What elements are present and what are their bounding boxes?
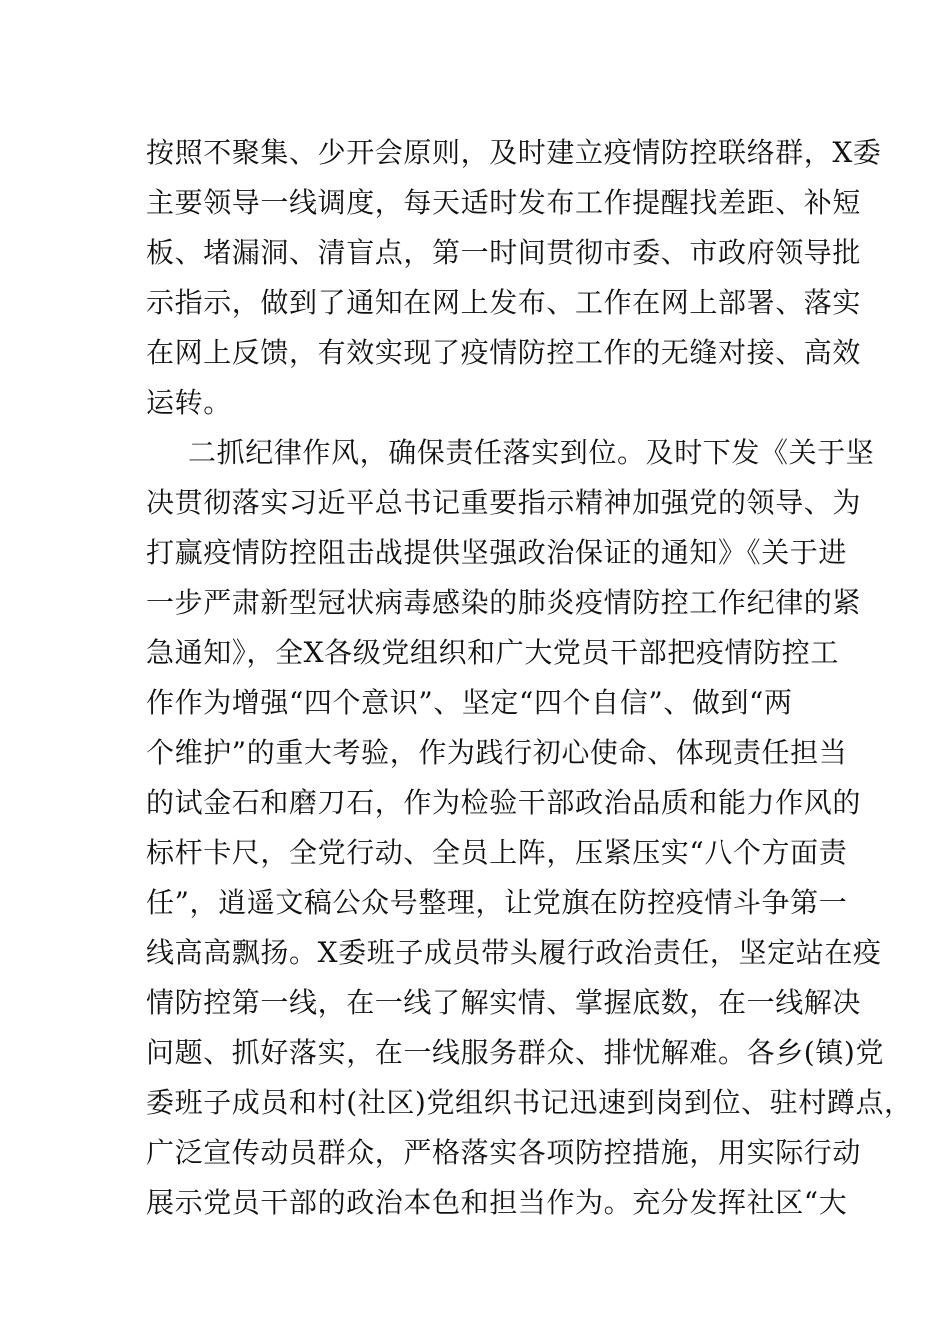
text-line: 决贯彻落实习近平总书记重要指示精神加强党的领导、为 (146, 486, 862, 519)
text-line: 标杆卡尺，全党行动、全员上阵，压紧压实“八个方面责 (146, 836, 848, 869)
text-line: 作作为增强“四个意识”、坚定“四个自信”、做到“两 (146, 686, 793, 719)
text-line: 主要领导一线调度，每天适时发布工作提醒找差距、补短 (146, 186, 862, 219)
text-line: 展示党员干部的政治本色和担当作为。充分发挥社区“大 (146, 1186, 848, 1219)
text-line: 在网上反馈，有效实现了疫情防控工作的无缝对接、高效 (146, 336, 862, 369)
text-line: 线高高飘扬。X委班子成员带头履行政治责任，坚定站在疫 (146, 936, 882, 969)
text-line: 委班子成员和村(社区)党组织书记迅速到岗到位、驻村蹲点， (146, 1086, 913, 1119)
text-line: 打赢疫情防控阻击战提供坚强政治保证的通知》《关于进 (146, 536, 848, 569)
text-line: 急通知》，全X各级党组织和广大党员干部把疫情防控工 (146, 636, 839, 669)
text-line: 任”，逍遥文稿公众号整理，让党旗在防控疫情斗争第一 (146, 886, 848, 919)
text-line: 情防控第一线，在一线了解实情、掌握底数，在一线解决 (146, 986, 862, 1019)
text-line: 板、堵漏洞、清盲点，第一时间贯彻市委、市政府领导批 (146, 236, 862, 269)
text-line: 广泛宣传动员群众，严格落实各项防控措施，用实际行动 (146, 1136, 862, 1169)
text-line: 示指示，做到了通知在网上发布、工作在网上部署、落实 (146, 286, 862, 319)
text-line: 问题、抓好落实，在一线服务群众、排忧解难。各乡(镇)党 (146, 1036, 885, 1069)
text-line: 运转。 (146, 386, 232, 419)
text-line: 按照不聚集、少开会原则，及时建立疫情防控联络群，X委 (146, 136, 882, 169)
text-line: 二抓纪律作风，确保责任落实到位。及时下发《关于坚 (188, 436, 875, 469)
text-line: 一步严肃新型冠状病毒感染的肺炎疫情防控工作纪律的紧 (146, 586, 862, 619)
text-line: 个维护”的重大考验，作为践行初心使命、体现责任担当 (146, 736, 848, 769)
text-line: 的试金石和磨刀石，作为检验干部政治品质和能力作风的 (146, 786, 862, 819)
